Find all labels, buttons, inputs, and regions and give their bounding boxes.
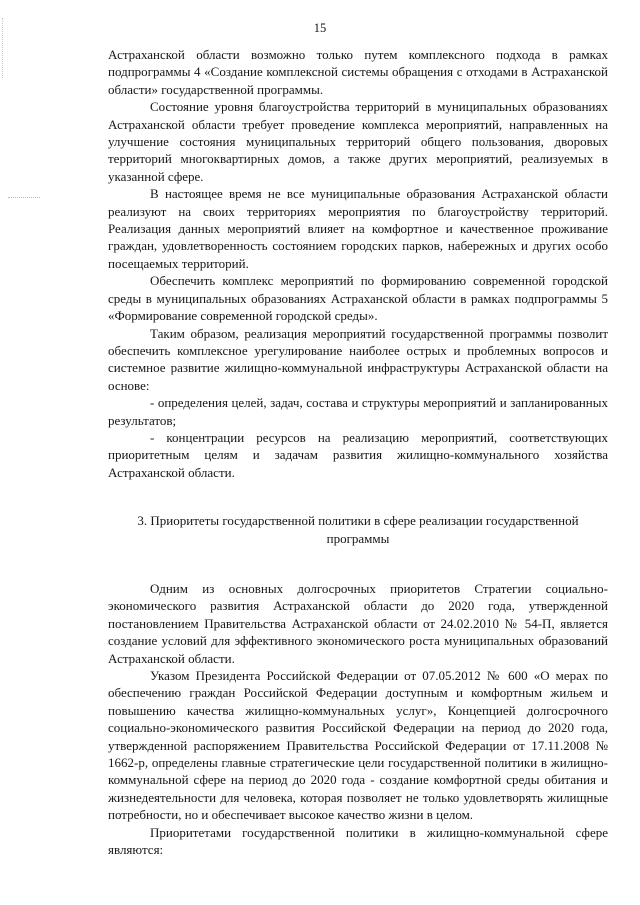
margin-mark <box>2 18 3 78</box>
list-item: - концентрации ресурсов на реализацию мероприятий, соответствующих приоритетным целям и задачам развития жилищно-коммунального хозяйства Астраханской области. <box>108 429 608 480</box>
paragraph: В настоящее время не все муниципальные образования Астраханской области реализуют на своих территориях мероприятия по благоустройству территорий. Реализация данных мероприятий влияет на комфортное и качественное проживание граждан, удовлетворенность состоянием городских парков, набережных и других особо посещаемых территорий. <box>108 186 608 271</box>
paragraph: Одним из основных долгосрочных приоритетов Стратегии социально-экономического развития Астраханской области до 2020 года, утвержденной постановлением Правительства Астраханской области от 24.02.2010 № 54-П, является создание условий для эффективного экономического роста муниципальных образований Астраханской области. <box>108 580 608 666</box>
paragraph: Таким образом, реализация мероприятий государственной программы позволит обеспечить комплексное урегулирование наиболее острых и проблемных вопросов и системное развитие жилищно-коммунальной инфраструктуры Астраханской области на основе: <box>108 325 608 393</box>
list-item: - определения целей, задач, состава и структуры мероприятий и запланированных результатов; <box>108 395 608 428</box>
section-heading: 3. Приоритеты государственной политики в сфере реализации государственной программы <box>137 513 579 546</box>
paragraph: Указом Президента Российской Федерации от 07.05.2012 № 600 «О мерах по обеспечению граждан Российской Федерации доступным и комфортным жильем и повышению качества жилищно-коммунальных услуг», Концепцией долгосрочного социально-экономического развития Российской Федерации на период до 2020 года, утвержденной распоряжением Правительства Российской Федерации от 17.11.2008 № 1662-р, определены главные стратегические цели государственной политики в жилищно-коммунальной сфере на период до 2020 года - создание комфортной среды обитания и жизнедеятельности для человека, которая позволяет не только удовлетворять жилищные потребности, но и обеспечивает высокое качество жизни в целом. <box>108 668 608 823</box>
page-number: 15 <box>313 21 327 35</box>
margin-mark <box>8 197 40 198</box>
paragraph: Приоритетами государственной политики в жилищно-коммунальной сфере являются: <box>108 824 608 858</box>
paragraph: Состояние уровня благоустройства территорий в муниципальных образованиях Астраханской области требует проведение комплекса мероприятий, направленных на улучшение состояния муниципальных территорий общего пользования, дворовых территорий многоквартирных домов, а также других мероприятий, реализуемых в указанной сфере. <box>108 99 608 184</box>
document-body <box>108 46 608 858</box>
paragraph: Астраханской области возможно только путем комплексного подхода в рамках подпрограммы 4 «Создание комплексной системы обращения с отходами в Астраханской области» государственной программы. <box>108 47 608 97</box>
paragraph: Обеспечить комплекс мероприятий по формированию современной городской среды в муниципальных образованиях Астраханской области в рамках подпрограммы 5 «Формирование современной городской среды». <box>108 273 608 324</box>
